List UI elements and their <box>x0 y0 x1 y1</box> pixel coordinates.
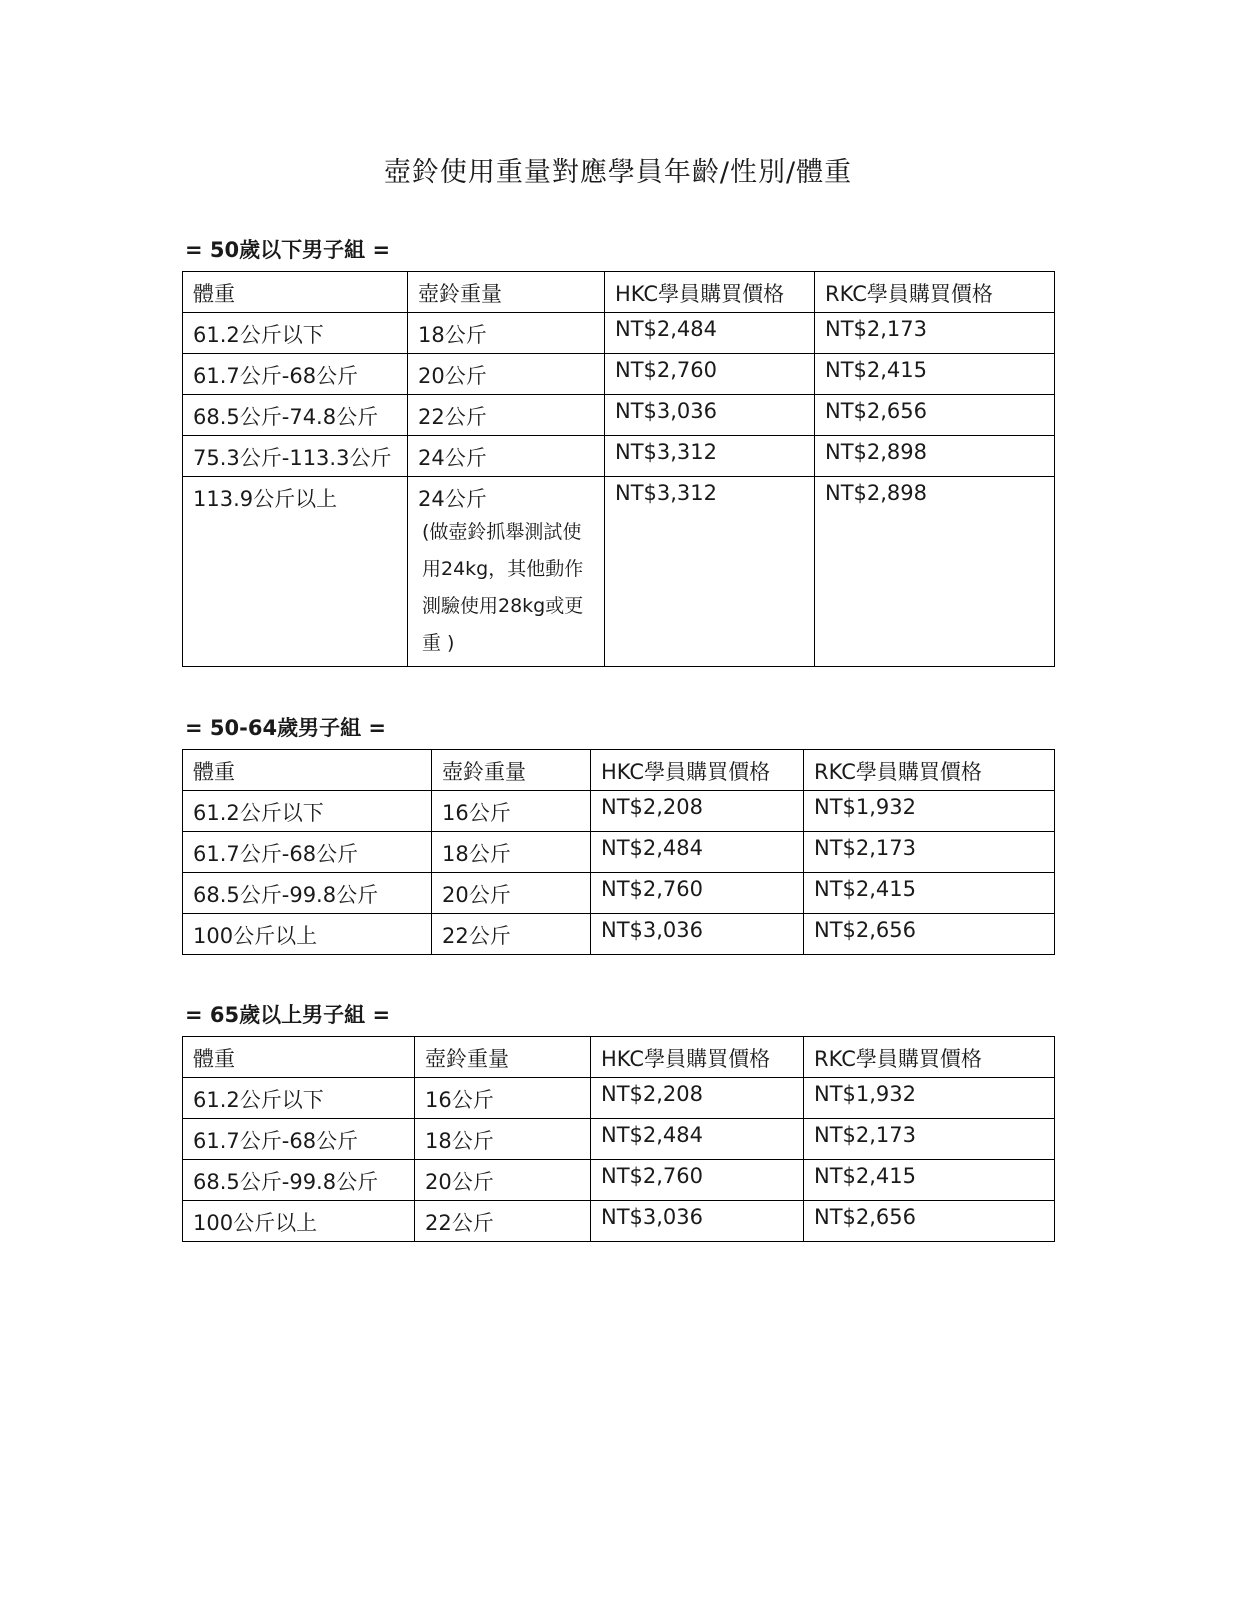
cell-rkc-price: NT$2,898 <box>815 477 1055 667</box>
cell-rkc-price: NT$2,173 <box>804 1119 1055 1160</box>
header-rkc-price: RKC學員購買價格 <box>804 1037 1055 1078</box>
cell-rkc-price: NT$2,656 <box>804 914 1055 955</box>
cell-kettlebell-weight: 22公斤 <box>432 914 591 955</box>
cell-hkc-price: NT$3,036 <box>591 914 804 955</box>
cell-body-weight: 100公斤以上 <box>183 914 432 955</box>
table-header-row <box>183 1037 1055 1078</box>
cell-rkc-price: NT$2,898 <box>815 436 1055 477</box>
header-kettlebell-weight: 壺鈴重量 <box>415 1037 591 1078</box>
header-hkc-price: HKC學員購買價格 <box>591 750 804 791</box>
table-row <box>183 395 1055 436</box>
cell-body-weight: 61.2公斤以下 <box>183 313 408 354</box>
section-heading-50-64: = 50-64歲男子組 = <box>185 716 386 740</box>
cell-hkc-price: NT$2,760 <box>605 354 815 395</box>
cell-kettlebell-weight: 22公斤 <box>415 1201 591 1242</box>
cell-hkc-price: NT$2,484 <box>591 832 804 873</box>
table-row <box>183 1201 1055 1242</box>
table-row <box>183 873 1055 914</box>
header-kettlebell-weight: 壺鈴重量 <box>408 272 605 313</box>
cell-rkc-price: NT$2,415 <box>804 873 1055 914</box>
header-kettlebell-weight: 壺鈴重量 <box>432 750 591 791</box>
header-rkc-price: RKC學員購買價格 <box>804 750 1055 791</box>
section-heading-65-plus: = 65歲以上男子組 = <box>185 1003 391 1027</box>
header-hkc-price: HKC學員購買價格 <box>591 1037 804 1078</box>
cell-kettlebell-weight: 20公斤 <box>415 1160 591 1201</box>
cell-kettlebell-weight: 18公斤 <box>432 832 591 873</box>
cell-kettlebell-weight: 16公斤 <box>415 1078 591 1119</box>
cell-hkc-price: NT$2,760 <box>591 1160 804 1201</box>
table-row <box>183 791 1055 832</box>
cell-kettlebell-weight: 22公斤 <box>408 395 605 436</box>
page-title: 壺鈴使用重量對應學員年齡/性別/體重 <box>383 157 853 188</box>
table-row <box>183 914 1055 955</box>
cell-rkc-price: NT$1,932 <box>804 1078 1055 1119</box>
header-body-weight: 體重 <box>183 272 408 313</box>
cell-body-weight: 61.7公斤-68公斤 <box>183 832 432 873</box>
cell-hkc-price: NT$3,036 <box>605 395 815 436</box>
section-heading-under-50: = 50歲以下男子組 = <box>185 238 391 262</box>
cell-body-weight: 61.2公斤以下 <box>183 1078 415 1119</box>
header-body-weight: 體重 <box>183 750 432 791</box>
cell-body-weight: 68.5公斤-99.8公斤 <box>183 1160 415 1201</box>
cell-kettlebell-weight: 20公斤 <box>432 873 591 914</box>
cell-hkc-price: NT$3,312 <box>605 477 815 667</box>
cell-rkc-price: NT$1,932 <box>804 791 1055 832</box>
cell-body-weight: 68.5公斤-74.8公斤 <box>183 395 408 436</box>
cell-rkc-price: NT$2,415 <box>804 1160 1055 1201</box>
cell-body-weight: 100公斤以上 <box>183 1201 415 1242</box>
cell-kettlebell-weight: 18公斤 <box>408 313 605 354</box>
cell-body-weight: 113.9公斤以上 <box>183 477 408 667</box>
cell-kettlebell-weight <box>408 477 605 667</box>
cell-rkc-price: NT$2,656 <box>804 1201 1055 1242</box>
table-row <box>183 313 1055 354</box>
header-rkc-price: RKC學員購買價格 <box>815 272 1055 313</box>
cell-rkc-price: NT$2,415 <box>815 354 1055 395</box>
cell-body-weight: 61.7公斤-68公斤 <box>183 1119 415 1160</box>
cell-hkc-price: NT$2,208 <box>591 791 804 832</box>
table-row <box>183 477 1055 667</box>
cell-kettlebell-weight: 18公斤 <box>415 1119 591 1160</box>
table-50-64 <box>182 749 1055 955</box>
cell-hkc-price: NT$2,484 <box>605 313 815 354</box>
header-body-weight: 體重 <box>183 1037 415 1078</box>
cell-rkc-price: NT$2,173 <box>804 832 1055 873</box>
cell-kettlebell-weight: 20公斤 <box>408 354 605 395</box>
cell-hkc-price: NT$2,484 <box>591 1119 804 1160</box>
table-row <box>183 1119 1055 1160</box>
cell-hkc-price: NT$2,760 <box>591 873 804 914</box>
table-header-row <box>183 750 1055 791</box>
cell-kettlebell-weight: 24公斤 <box>408 436 605 477</box>
table-row <box>183 832 1055 873</box>
table-row <box>183 1078 1055 1119</box>
table-row <box>183 1160 1055 1201</box>
cell-hkc-price: NT$3,312 <box>605 436 815 477</box>
kettlebell-note: (做壺鈴抓舉測試使用24kg，其他動作測驗使用28kg或更重 ) <box>422 521 584 654</box>
cell-hkc-price: NT$3,036 <box>591 1201 804 1242</box>
cell-body-weight: 75.3公斤-113.3公斤 <box>183 436 408 477</box>
cell-kettlebell-weight: 16公斤 <box>432 791 591 832</box>
cell-kettlebell-weight-value: 24公斤 <box>418 487 487 511</box>
cell-hkc-price: NT$2,208 <box>591 1078 804 1119</box>
cell-rkc-price: NT$2,656 <box>815 395 1055 436</box>
table-under-50 <box>182 271 1055 667</box>
cell-body-weight: 61.7公斤-68公斤 <box>183 354 408 395</box>
cell-body-weight: 61.2公斤以下 <box>183 791 432 832</box>
table-header-row <box>183 272 1055 313</box>
cell-body-weight: 68.5公斤-99.8公斤 <box>183 873 432 914</box>
cell-rkc-price: NT$2,173 <box>815 313 1055 354</box>
table-65-plus <box>182 1036 1055 1242</box>
table-row <box>183 354 1055 395</box>
header-hkc-price: HKC學員購買價格 <box>605 272 815 313</box>
table-row <box>183 436 1055 477</box>
